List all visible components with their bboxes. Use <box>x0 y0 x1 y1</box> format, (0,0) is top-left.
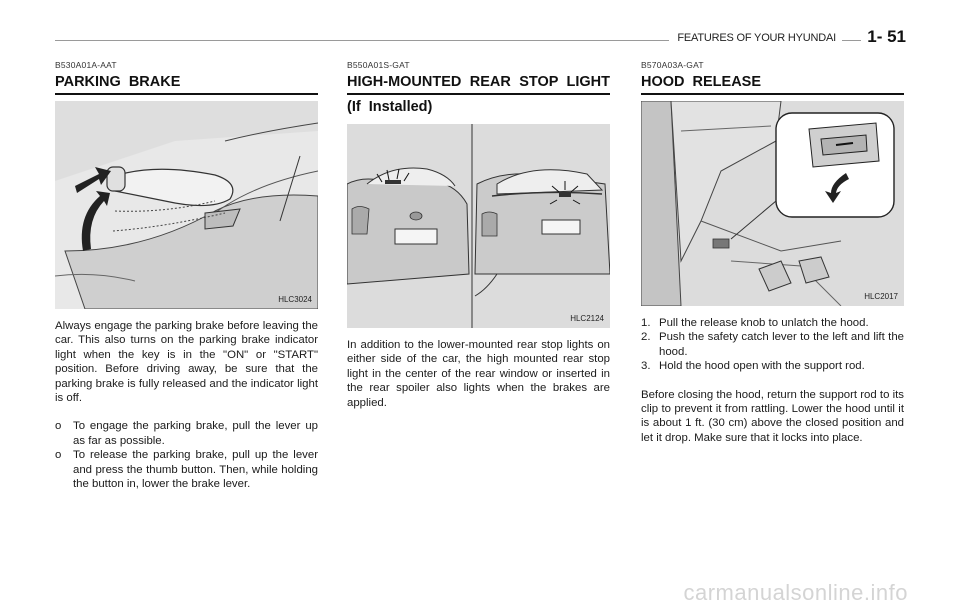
title-rule <box>347 93 610 95</box>
section-subtitle: (If Installed) <box>347 99 433 115</box>
bullet-text: To engage the parking brake, pull the lever up as far as possible. <box>73 420 318 447</box>
section-high-mounted-stop-light <box>347 60 610 410</box>
page-number: 1- 51 <box>861 27 906 47</box>
step-item <box>641 359 904 373</box>
step-number: 1. <box>641 317 651 329</box>
bullet-item <box>55 448 318 491</box>
section-title: HIGH-MOUNTED REAR STOP LIGHT <box>347 74 610 90</box>
step-text: Push the safety catch lever to the left and lift the hood. <box>659 331 904 358</box>
section-hood-release <box>641 60 904 445</box>
bullet-mark: o <box>55 449 62 462</box>
stop-light-paragraph: In addition to the lower-mounted rear stop lights on either side of the car, the high mounted rear stop light in the center of the rear window or inserted in the rear spoiler also lights when the brakes are applied. <box>347 339 610 409</box>
parking-brake-drawing <box>55 101 318 309</box>
section-code: B570A03A-GAT <box>641 60 704 70</box>
parking-brake-paragraph: Always engage the parking brake before leaving the car. This also turns on the parking brake indicator light when the key is in the "ON" or "START" position. Before driving away, be sure that the parking brake is fully released and the indicator light is off. <box>55 320 318 405</box>
stop-light-illustration <box>347 124 610 328</box>
step-text: Hold the hood open with the support rod. <box>659 360 865 373</box>
bullet-text: To release the parking brake, pull up the lever and press the thumb button. Then, while holding the button in, lower the brake lever. <box>73 449 318 491</box>
bullet-mark: o <box>55 420 62 433</box>
stop-light-drawing <box>347 124 610 328</box>
step-text: Pull the release knob to unlatch the hood. <box>659 317 869 329</box>
step-number: 3. <box>641 360 651 373</box>
title-rule <box>55 93 318 95</box>
section-title: PARKING BRAKE <box>55 74 181 90</box>
hood-release-paragraph: Before closing the hood, return the support rod to its clip to prevent it from rattling. Lower the hood until it is about 1 ft. (30 cm) above the closed position and let it drop. Make sure that it locks into place. <box>641 388 904 444</box>
title-rule <box>641 93 904 95</box>
section-code: B530A01A-AAT <box>55 60 117 70</box>
section-title: HOOD RELEASE <box>641 74 762 90</box>
figure-code: HLC2124 <box>570 314 604 323</box>
step-item <box>641 316 904 330</box>
bullet-item <box>55 419 318 448</box>
hood-release-drawing <box>641 101 904 306</box>
parking-brake-illustration <box>55 101 318 309</box>
figure-code: HLC2017 <box>864 292 898 301</box>
hood-release-illustration <box>641 101 904 306</box>
figure-code: HLC3024 <box>278 295 312 304</box>
section-code: B550A01S-GAT <box>347 60 410 70</box>
running-header: FEATURES OF YOUR HYUNDAI <box>669 32 842 44</box>
step-number: 2. <box>641 331 651 344</box>
step-item <box>641 330 904 359</box>
section-parking-brake <box>55 60 318 491</box>
watermark: carmanualsonline.info <box>683 580 908 605</box>
